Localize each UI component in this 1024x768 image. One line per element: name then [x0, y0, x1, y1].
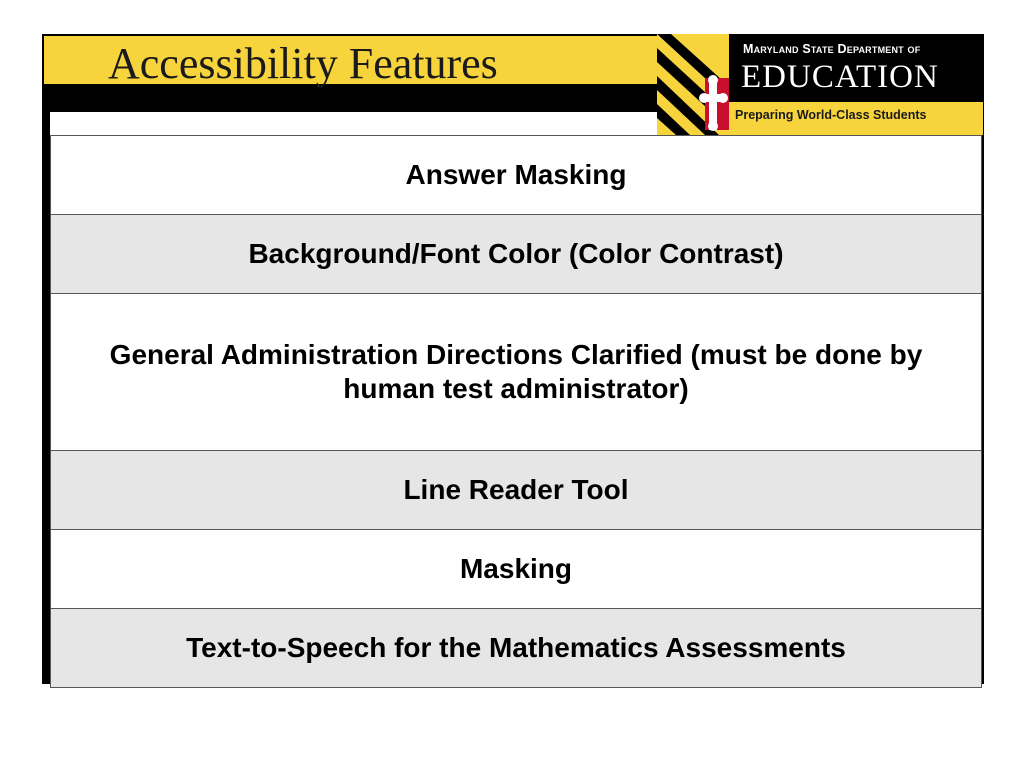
table-row	[51, 136, 982, 215]
table-row	[51, 530, 982, 609]
table-row	[51, 294, 982, 451]
maryland-flag-graphic	[657, 34, 732, 135]
logo-department-text: Maryland State Department of	[743, 42, 921, 56]
feature-line-reader-tool: Line Reader Tool	[51, 451, 982, 530]
logo-education-text: EDUCATION	[741, 59, 939, 95]
accessibility-features-table	[50, 135, 982, 688]
feature-answer-masking: Answer Masking	[51, 136, 982, 215]
slide-title: Accessibility Features	[108, 39, 498, 88]
table-row	[51, 451, 982, 530]
feature-general-administration-directions: General Administration Directions Clarified (must be done by human test administrator)	[51, 294, 982, 451]
table-row	[51, 215, 982, 294]
logo-tagline-text: Preparing World-Class Students	[735, 108, 927, 122]
table-row	[51, 609, 982, 688]
feature-background-font-color: Background/Font Color (Color Contrast)	[51, 215, 982, 294]
feature-text-to-speech-math: Text-to-Speech for the Mathematics Assessments	[51, 609, 982, 688]
feature-masking: Masking	[51, 530, 982, 609]
